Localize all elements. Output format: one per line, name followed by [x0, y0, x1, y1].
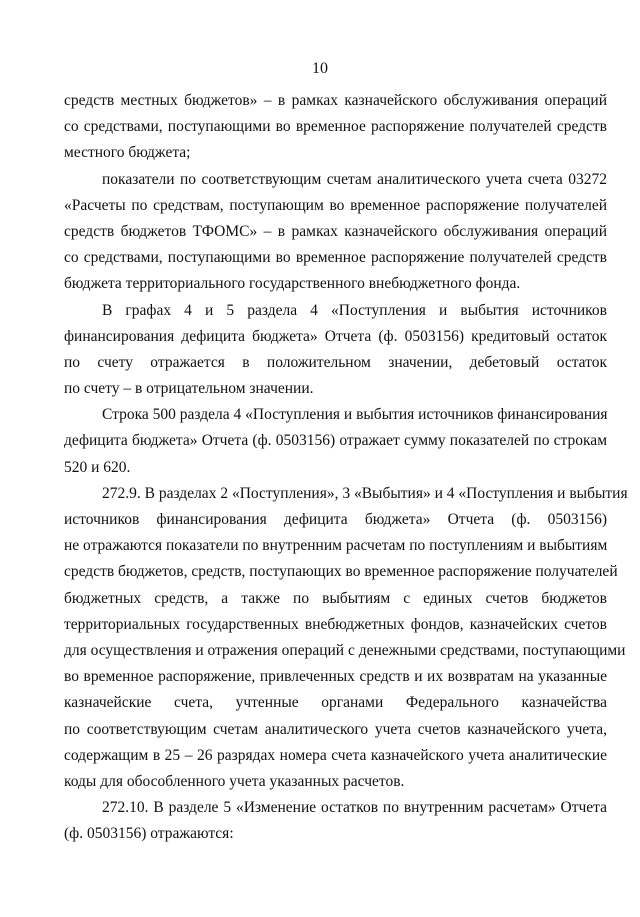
text-line: (ф. 0503156) отражаются: — [64, 825, 234, 843]
text-line: для осуществления и отражения операций с денежными средствами, поступающими — [64, 641, 626, 659]
text-line: средств бюджетов ТФОМС» – в рамках казначейского обслуживания операций — [64, 222, 607, 240]
text-line: бюджета территориального государственного внебюджетного фонда. — [64, 275, 521, 293]
text-line: 520 и 620. — [64, 458, 131, 476]
text-line: средств бюджетов, средств, поступающих во временное распоряжение получателей — [64, 563, 618, 581]
text-line: содержащим в 25 – 26 разрядах номера счета казначейского учета аналитические — [64, 746, 607, 764]
text-line: 272.9. В разделах 2 «Поступления», 3 «Выбытия» и 4 «Поступления и выбытия — [102, 484, 628, 502]
paragraph — [64, 402, 607, 481]
text-line: во временное распоряжение, привлеченных средств и их возвратам на указанные — [64, 668, 607, 686]
document-body — [64, 88, 628, 847]
text-line: со средствами, поступающими во временное распоряжение получателей средств — [64, 249, 607, 267]
text-line: со средствами, поступающими во временное распоряжение получателей средств — [64, 118, 607, 136]
text-line: показатели по соответствующим счетам аналитического учета счета 03272 — [102, 170, 607, 188]
text-line: по счету отражается в положительном значении, дебетовый остаток — [64, 353, 607, 371]
paragraph — [64, 481, 628, 795]
text-line: местного бюджета; — [64, 144, 191, 162]
text-line: территориальных государственных внебюджетных фондов, казначейских счетов — [64, 615, 607, 633]
text-line: бюджетных средств, а также по выбытиям с единых счетов бюджетов — [64, 589, 607, 607]
paragraph — [64, 795, 607, 847]
text-line: дефицита бюджета» Отчета (ф. 0503156) отражает сумму показателей по строкам — [64, 432, 607, 450]
paragraph — [64, 88, 607, 167]
text-line: казначейские счета, учтенные органами Федерального казначейства — [64, 694, 607, 712]
text-line: источников финансирования дефицита бюджета» Отчета (ф. 0503156) — [64, 511, 607, 528]
text-line: по счету – в отрицательном значении. — [64, 380, 314, 398]
text-line: Строка 500 раздела 4 «Поступления и выбытия источников финансирования — [102, 406, 608, 424]
text-line: по соответствующим счетам аналитического учета счетов казначейского учета, — [64, 720, 607, 738]
text-line: финансирования дефицита бюджета» Отчета (ф. 0503156) кредитовый остаток — [64, 327, 607, 345]
text-line: коды для обособленного учета указанных расчетов. — [64, 772, 405, 790]
text-line: В графах 4 и 5 раздела 4 «Поступления и выбытия источников — [102, 301, 607, 319]
text-line: не отражаются показатели по внутренним расчетам по поступлениям и выбытиям — [64, 537, 608, 555]
paragraph — [64, 298, 607, 403]
text-line: «Расчеты по средствам, поступающим во временное распоряжение получателей — [64, 196, 607, 214]
text-line: средств местных бюджетов» – в рамках казначейского обслуживания операций — [64, 92, 607, 109]
page-number: 10 — [312, 60, 328, 77]
paragraph — [64, 167, 607, 298]
text-line: 272.10. В разделе 5 «Изменение остатков по внутренним расчетам» Отчета — [102, 799, 607, 817]
